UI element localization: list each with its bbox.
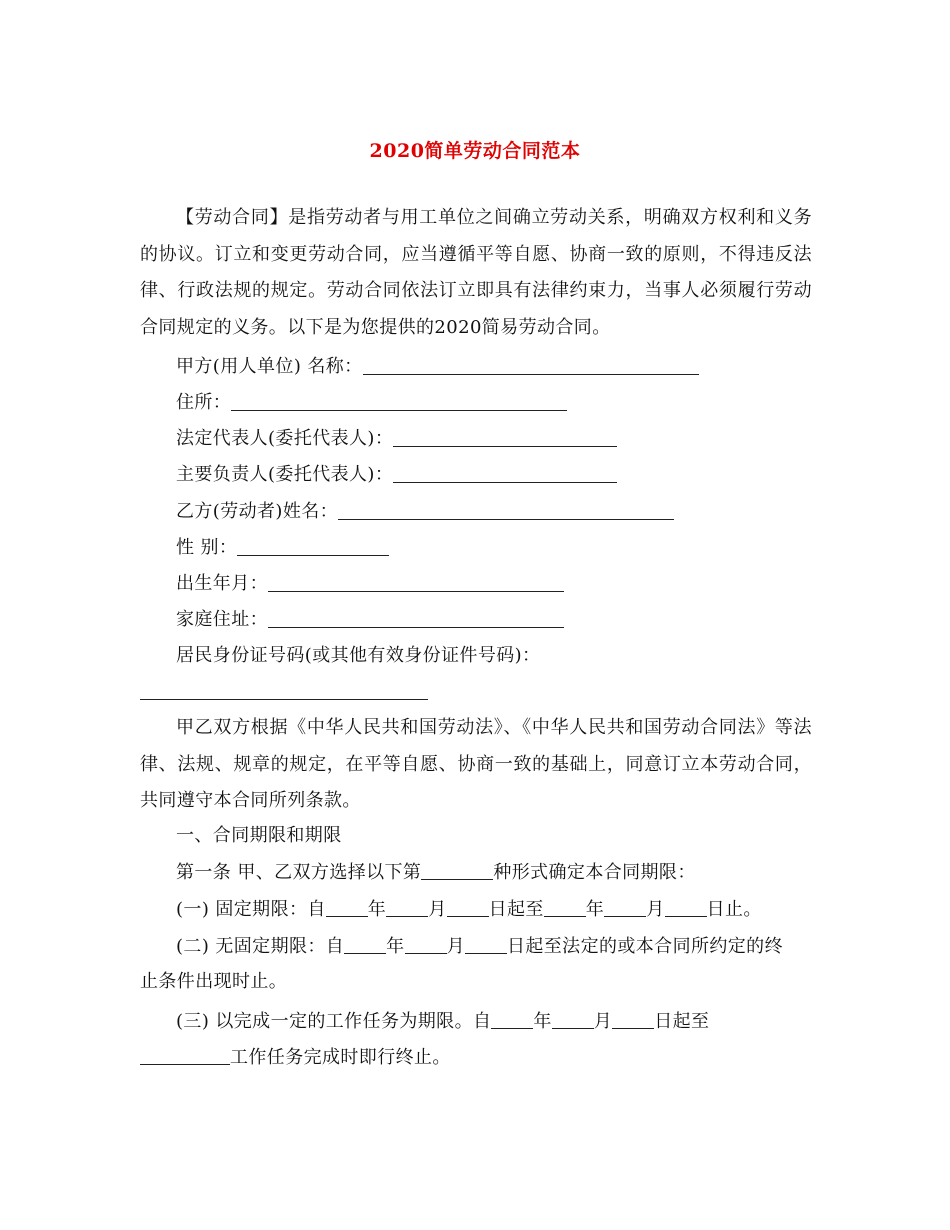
- party-b-name-field: [176, 500, 674, 524]
- legal-rep-field: [176, 427, 617, 451]
- option-2-rest-line1: 日起至法定的或本合同所约定的终: [506, 936, 783, 957]
- id-number-line: [140, 680, 428, 704]
- legal-rep-label: 法定代表人(委托代表人)：: [176, 428, 394, 449]
- party-b-name-label: 乙方(劳动者)姓名：: [176, 501, 339, 522]
- option-2-continuation: 止条件出现时止。: [140, 971, 288, 992]
- principal-blank[interactable]: [393, 464, 617, 483]
- agreement-paragraph: 甲乙双方根据《中华人民共和国劳动法》、《中华人民共和国劳动合同法》等法律、法规、规章的规定，在平等自愿、协商一致的基础上，同意订立本劳动合同，共同遵守本合同所列条款。: [140, 717, 812, 811]
- article-1: [176, 861, 696, 885]
- party-b-name-blank[interactable]: [338, 501, 674, 520]
- id-number-blank[interactable]: [140, 681, 428, 700]
- document-title: 2020简单劳动合同范本: [369, 140, 581, 162]
- home-address-label: 家庭住址：: [176, 609, 268, 630]
- party-a-name-label: 甲方(用人单位) 名称：: [176, 356, 363, 377]
- party-a-name-field: [176, 355, 699, 379]
- option-1-start-day-blank[interactable]: [447, 898, 489, 917]
- id-number-label: 居民身份证号码(或其他有效身份证件号码)：: [176, 645, 541, 666]
- address-blank[interactable]: [231, 392, 567, 411]
- address-field: [176, 391, 567, 415]
- party-a-name-blank[interactable]: [363, 356, 699, 375]
- option-1-month: 月: [428, 899, 447, 920]
- article-1-suffix: 种形式确定本合同期限：: [493, 862, 696, 883]
- option-3-rest: 工作任务完成时即行终止。: [230, 1047, 451, 1068]
- home-address-field: [176, 608, 564, 632]
- option-3-year: 年: [533, 1011, 552, 1032]
- legal-rep-blank[interactable]: [393, 428, 617, 447]
- option-1-end-day-blank[interactable]: [665, 898, 707, 917]
- option-3-task-blank[interactable]: [140, 1046, 230, 1065]
- option-2-month: 月: [446, 936, 465, 957]
- option-1-year-2: 年: [585, 899, 605, 920]
- article-1-choice-blank[interactable]: [421, 861, 493, 880]
- address-label: 住所：: [176, 392, 232, 413]
- option-3-continuation: [140, 1046, 451, 1070]
- option-1-month-2: 月: [646, 899, 665, 920]
- option-2-start-day-blank[interactable]: [465, 935, 507, 954]
- principal-field: [176, 463, 617, 487]
- section-1-heading: 一、合同期限和期限: [176, 825, 342, 846]
- option-open-term: [176, 935, 783, 959]
- home-address-blank[interactable]: [268, 609, 564, 628]
- option-3-label: (三) 以完成一定的工作任务为期限。自: [176, 1011, 492, 1032]
- option-3-start-day-blank[interactable]: [612, 1010, 654, 1029]
- option-fixed-term: [176, 898, 762, 922]
- option-3-start-year-blank[interactable]: [491, 1010, 533, 1029]
- option-2-start-year-blank[interactable]: [344, 935, 386, 954]
- gender-field: [176, 536, 389, 560]
- gender-blank[interactable]: [237, 537, 389, 556]
- option-1-year: 年: [367, 899, 387, 920]
- principal-label: 主要负责人(委托代表人)：: [176, 464, 394, 485]
- option-2-start-month-blank[interactable]: [405, 935, 447, 954]
- option-3-month: 月: [593, 1011, 613, 1032]
- option-1-day-end: 日止。: [706, 899, 762, 920]
- birth-blank[interactable]: [268, 573, 564, 592]
- birth-label: 出生年月：: [176, 573, 268, 594]
- birth-field: [176, 572, 564, 596]
- option-3-day-from: 日起至: [654, 1011, 710, 1032]
- option-2-label: (二) 无固定期限：自: [176, 936, 345, 957]
- option-task-term: [176, 1010, 709, 1034]
- intro-paragraph: 【劳动合同】是指劳动者与用工单位之间确立劳动关系，明确双方权利和义务的协议。订立和变更劳动合同，应当遵循平等自愿、协商一致的原则，不得违反法律、行政法规的规定。劳动合同依法订立即具有法律约束力，当事人必须履行劳动合同规定的义务。以下是为您提供的2020简易劳动合同。: [140, 207, 812, 338]
- option-1-label: (一) 固定期限：自: [176, 899, 326, 920]
- id-number-field: [176, 644, 540, 668]
- article-1-prefix: 第一条 甲、乙双方选择以下第: [176, 862, 422, 883]
- option-1-start-year-blank[interactable]: [326, 898, 368, 917]
- option-1-end-year-blank[interactable]: [544, 898, 586, 917]
- option-1-day-from: 日起至: [488, 899, 544, 920]
- gender-label: 性 别：: [176, 537, 238, 558]
- option-3-start-month-blank[interactable]: [552, 1010, 594, 1029]
- option-2-year: 年: [386, 936, 405, 957]
- option-1-start-month-blank[interactable]: [386, 898, 428, 917]
- option-1-end-month-blank[interactable]: [604, 898, 646, 917]
